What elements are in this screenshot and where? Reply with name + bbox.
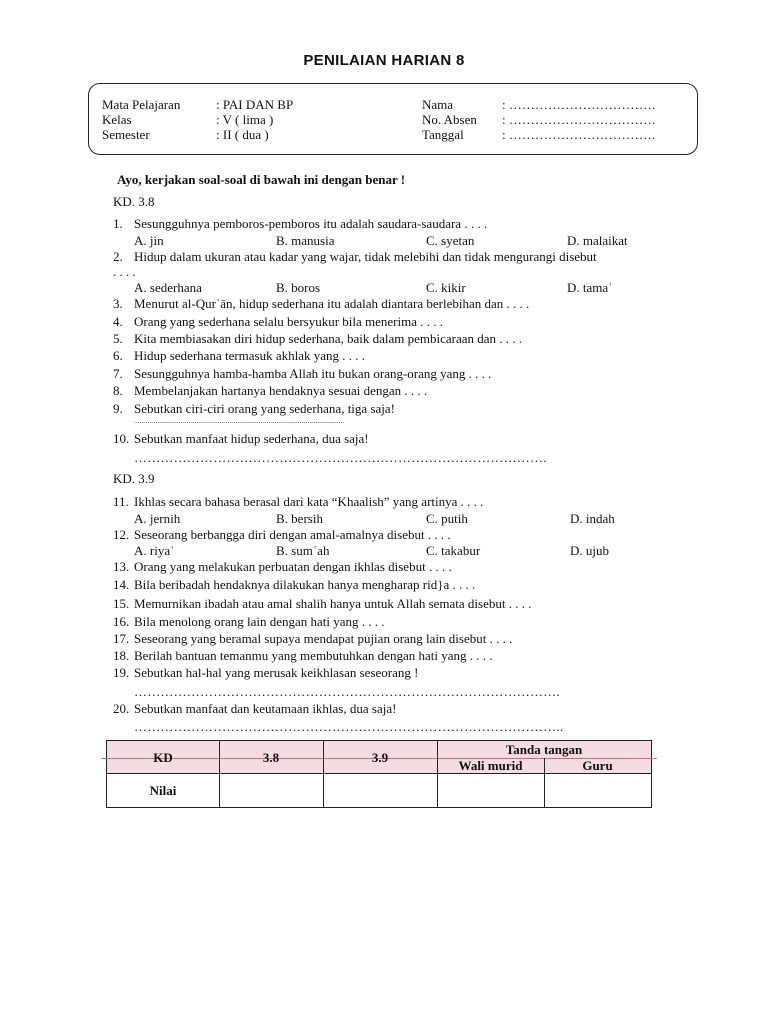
question-text: Sebutkan hal-hal yang merusak keikhlasan seseorang ! xyxy=(134,665,419,680)
q19-answer-line[interactable]: ……………………………………………………………………………………. xyxy=(134,684,560,699)
question-text: Orang yang sederhana selalu bersyukur bila menerima . . . . xyxy=(134,314,444,329)
question-number: 15. xyxy=(113,596,130,611)
header-kd: KD xyxy=(153,750,173,765)
kd-heading-3-9: KD. 3.9 xyxy=(113,471,155,486)
q2-option-b: B. boros xyxy=(276,280,321,295)
q11-option-d: D. indah xyxy=(570,511,615,526)
question-number: 18. xyxy=(113,648,130,663)
signature-cell-teacher[interactable] xyxy=(545,774,651,807)
name-field[interactable]: : ……………………………. xyxy=(502,97,656,112)
q11-option-a: A. jernih xyxy=(134,511,181,526)
date-field[interactable]: : ……………………………. xyxy=(502,127,656,142)
q12-option-b: B. sumʿah xyxy=(276,543,330,558)
q2-option-a: A. sederhana xyxy=(134,280,202,295)
name-label: Nama xyxy=(422,97,454,112)
q12-option-a: A. riyaʾ xyxy=(134,543,175,558)
question-text: Hidup sederhana termasuk akhlak yang . . . . xyxy=(134,348,366,363)
q11-option-c: C. putih xyxy=(426,511,468,526)
question-number: 20. xyxy=(113,701,130,716)
question-number: 19. xyxy=(113,665,130,680)
row-label-nilai: Nilai xyxy=(149,783,177,798)
question-number: 2. xyxy=(113,249,123,264)
question-number: 7. xyxy=(113,366,123,381)
question-number: 1. xyxy=(113,216,123,231)
q1-option-a: A. jin xyxy=(134,233,164,248)
question-number: 11. xyxy=(113,494,129,509)
question-text: Sesungguhnya hamba-hamba Allah itu bukan orang-orang yang . . . . xyxy=(134,366,492,381)
question-text: Berilah bantuan temanmu yang membutuhkan dengan hati yang . . . . xyxy=(134,648,493,663)
q12-option-c: C. takabur xyxy=(426,543,481,558)
q2-option-c: C. kikir xyxy=(426,280,466,295)
question-text: Seseorang yang beramal supaya mendapat pujian orang lain disebut . . . . xyxy=(134,631,513,646)
date-label: Tanggal xyxy=(422,127,464,142)
class-label: Kelas xyxy=(102,112,132,127)
question-number: 13. xyxy=(113,559,130,574)
question-number: 9. xyxy=(113,401,123,416)
question-text: Membelanjakan hartanya hendaknya sesuai dengan . . . . xyxy=(134,383,428,398)
kd-heading-3-8: KD. 3.8 xyxy=(113,194,155,209)
score-cell-3-8[interactable] xyxy=(220,774,323,807)
question-text: Sebutkan ciri-ciri orang yang sederhana, tiga saja! xyxy=(134,401,395,416)
question-number: 6. xyxy=(113,348,123,363)
page-title: PENILAIAN HARIAN 8 xyxy=(303,52,465,69)
q1-option-b: B. manusia xyxy=(276,233,335,248)
instruction: Ayo, kerjakan soal-soal di bawah ini dengan benar ! xyxy=(117,172,406,187)
header-parent: Wali murid xyxy=(458,758,523,773)
q2-option-d: D. tamaʿ xyxy=(567,280,613,295)
question-text: Bila beribadah hendaknya dilakukan hanya mengharap rid}a . . . . xyxy=(134,577,476,592)
question-text: Ikhlas secara bahasa berasal dari kata “Khaalish” yang artinya . . . . xyxy=(134,494,484,509)
header-3-8: 3.8 xyxy=(262,750,280,765)
q1-option-d: D. malaikat xyxy=(567,233,628,248)
q12-option-d: D. ujub xyxy=(570,543,609,558)
q10-answer-line[interactable]: …………………………………………………………………………………. xyxy=(134,450,547,465)
q20-answer-line[interactable]: …………………………………………………………………………………….. xyxy=(134,719,564,734)
header-signature: Tanda tangan xyxy=(505,742,583,757)
question-number: 10. xyxy=(113,431,130,446)
score-cell-3-9[interactable] xyxy=(324,774,437,807)
header-teacher: Guru xyxy=(582,758,613,773)
question-text: Menurut al-Qurʾān, hidup sederhana itu adalah diantara berlebihan dan . . . . xyxy=(134,296,530,311)
q1-option-c: C. syetan xyxy=(426,233,475,248)
question-text: Memurnikan ibadah atau amal shalih hanya untuk Allah semata disebut . . . . xyxy=(134,596,532,611)
question-number: 8. xyxy=(113,383,123,398)
question-text: Sebutkan manfaat hidup sederhana, dua saja! xyxy=(134,431,369,446)
question-text: Sebutkan manfaat dan keutamaan ikhlas, dua saja! xyxy=(134,701,397,716)
absen-label: No. Absen xyxy=(422,112,477,127)
question-number: 12. xyxy=(113,527,130,542)
question-text: Orang yang melakukan perbuatan dengan ikhlas disebut . . . . xyxy=(134,559,452,574)
question-number: 14. xyxy=(113,577,130,592)
signature-cell-parent[interactable] xyxy=(438,774,544,807)
question-text: Kita membiasakan diri hidup sederhana, baik dalam pembicaraan dan . . . . xyxy=(134,331,523,346)
question-text: Hidup dalam ukuran atau kadar yang wajar, tidak melebihi dan tidak mengurangi disebut xyxy=(134,249,597,264)
semester-label: Semester xyxy=(102,127,150,142)
question-number: 3. xyxy=(113,296,123,311)
subject-label: Mata Pelajaran xyxy=(102,97,181,112)
absen-field[interactable]: : ……………………………. xyxy=(502,112,656,127)
q11-option-b: B. bersih xyxy=(276,511,323,526)
class-value: : V ( lima ) xyxy=(216,112,274,127)
question-text: Bila menolong orang lain dengan hati yang . . . . xyxy=(134,614,385,629)
question-number: 5. xyxy=(113,331,123,346)
header-3-9: 3.9 xyxy=(371,750,389,765)
q2-continuation: . . . . xyxy=(113,264,136,279)
question-text: Seseorang berbangga diri dengan amal-amalnya disebut . . . . xyxy=(134,527,451,542)
question-number: 17. xyxy=(113,631,130,646)
score-table xyxy=(106,740,652,808)
subject-value: : PAI DAN BP xyxy=(216,97,294,112)
semester-value: : II ( dua ) xyxy=(216,127,269,142)
question-text: Sesungguhnya pemboros-pemboros itu adalah saudara-saudara . . . . xyxy=(134,216,488,231)
question-number: 4. xyxy=(113,314,123,329)
question-number: 16. xyxy=(113,614,130,629)
q9-answer-line[interactable]: ............................................................................................................ xyxy=(134,417,345,425)
